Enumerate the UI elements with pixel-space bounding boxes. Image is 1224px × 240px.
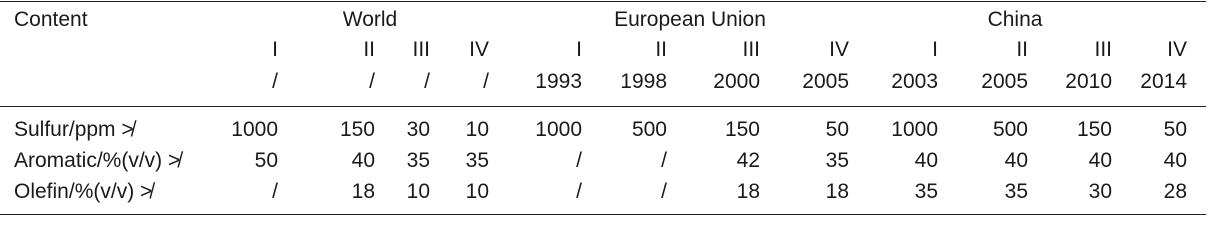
table-cell: / (576, 180, 582, 203)
table-cell: 40 (351, 149, 375, 172)
year-header-cell: 2005 (802, 70, 849, 93)
stage-header-cell: I (272, 38, 278, 61)
stage-header-cell: III (1094, 38, 1112, 61)
year-header-cell: 2010 (1065, 70, 1112, 93)
stage-header-cell: II (655, 38, 667, 61)
stage-header-cell: I (576, 38, 582, 61)
row-label: Aromatic/%(v/v) ≯ (14, 149, 181, 172)
table-cell: 500 (992, 118, 1028, 141)
stage-header-cell: IV (469, 38, 489, 61)
table-cell: 10 (465, 118, 489, 141)
table-cell: / (272, 180, 278, 203)
year-header-cell: 2005 (981, 70, 1028, 93)
group-header-world: World (342, 8, 398, 31)
table-cell: 35 (1004, 180, 1028, 203)
table-cell: 40 (1163, 149, 1187, 172)
table-cell: 150 (724, 118, 760, 141)
year-header-cell: 2000 (713, 70, 760, 93)
table-cell: 1000 (891, 118, 938, 141)
table-cell: 30 (1088, 180, 1112, 203)
table-cell: 35 (825, 149, 849, 172)
table-cell: 42 (736, 149, 760, 172)
row-label: Sulfur/ppm ≯ (14, 118, 134, 141)
stage-header-cell: IV (1167, 38, 1187, 61)
year-header-cell: / (272, 70, 278, 93)
year-header-cell: 1998 (620, 70, 667, 93)
table-cell: 28 (1163, 180, 1187, 203)
group-header-china: China (987, 8, 1043, 31)
stage-header-cell: II (363, 38, 375, 61)
table-cell: 40 (1088, 149, 1112, 172)
corner-header: Content (14, 8, 88, 31)
stage-header-cell: III (742, 38, 760, 61)
table-cell: 35 (406, 149, 430, 172)
table-cell: 35 (465, 149, 489, 172)
stage-header-cell: IV (829, 38, 849, 61)
table-cell: 10 (465, 180, 489, 203)
table-cell: / (661, 180, 667, 203)
table-cell: 1000 (231, 118, 278, 141)
table-cell: 30 (406, 118, 430, 141)
year-header-cell: 2014 (1140, 70, 1187, 93)
year-header-cell: / (369, 70, 375, 93)
table-cell: / (576, 149, 582, 172)
year-header-cell: / (424, 70, 430, 93)
table-cell: 18 (825, 180, 849, 203)
stage-header-cell: III (412, 38, 430, 61)
table-cell: 50 (254, 149, 278, 172)
year-header-cell: / (483, 70, 489, 93)
table-cell: 1000 (535, 118, 582, 141)
table-cell: / (661, 149, 667, 172)
row-label: Olefin/%(v/v) ≯ (14, 180, 153, 203)
table-cell: 18 (351, 180, 375, 203)
table-cell: 40 (914, 149, 938, 172)
table-cell: 500 (631, 118, 667, 141)
table-cell: 50 (1163, 118, 1187, 141)
year-header-cell: 1993 (535, 70, 582, 93)
table-cell: 40 (1004, 149, 1028, 172)
group-header-european-union: European Union (614, 8, 766, 31)
table-bottom-rule (0, 214, 1206, 215)
table-header-rule (0, 106, 1206, 107)
table-cell: 150 (339, 118, 375, 141)
table-cell: 10 (406, 180, 430, 203)
stage-header-cell: I (932, 38, 938, 61)
table-cell: 50 (825, 118, 849, 141)
table-cell: 150 (1076, 118, 1112, 141)
table-top-rule (0, 1, 1206, 2)
table-cell: 18 (736, 180, 760, 203)
table-cell: 35 (914, 180, 938, 203)
year-header-cell: 2003 (891, 70, 938, 93)
stage-header-cell: II (1016, 38, 1028, 61)
